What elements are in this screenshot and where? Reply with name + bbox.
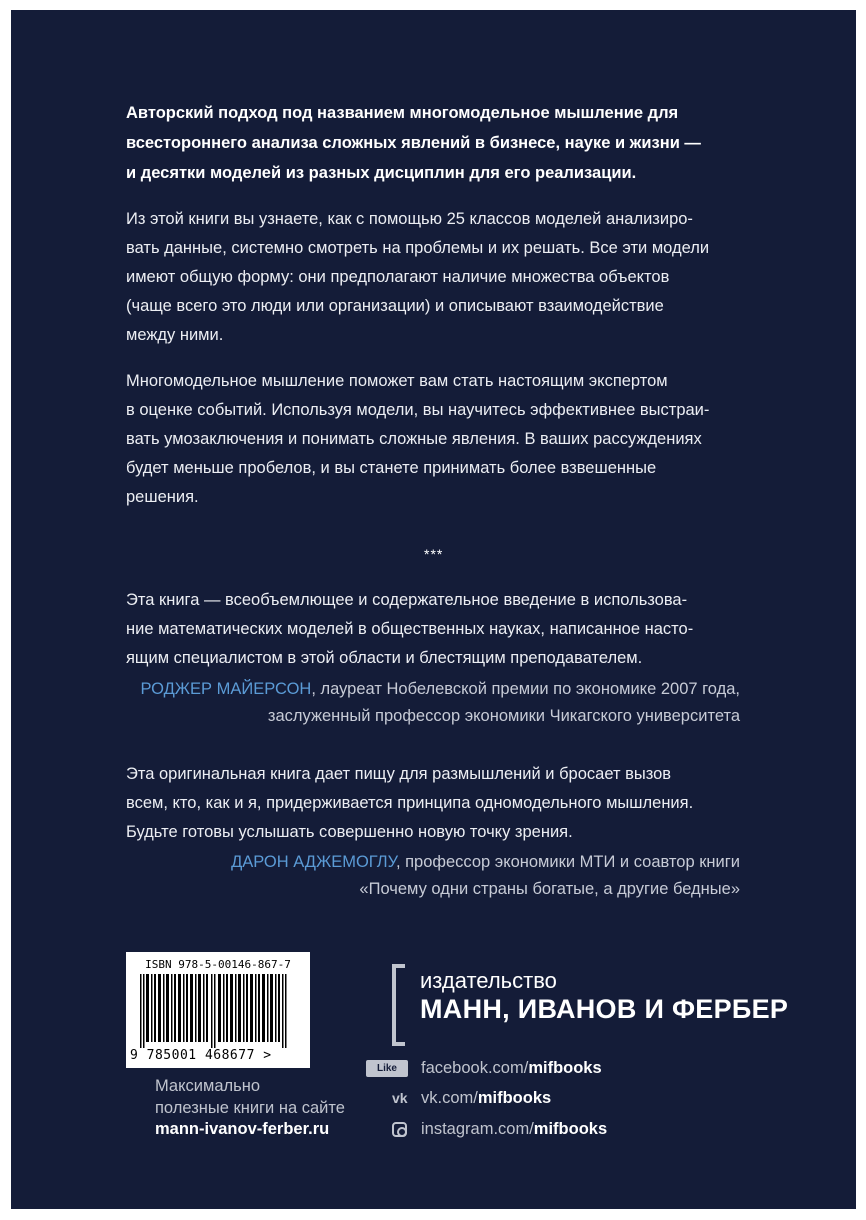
isbn-text: ISBN 978-5-00146-867-7 (145, 958, 291, 971)
para1-line-2: вать данные, системно смотреть на проблемы и их решать. Все эти модели (126, 239, 710, 257)
quote1-author-title-line2: заслуженный профессор экономики Чикагского университета (267, 707, 740, 725)
publisher-name: МАНН, ИВАНОВ И ФЕРБЕР (420, 994, 789, 1024)
para1-line-1: Из этой книги вы узнаете, как с помощью 25 классов моделей анализиро- (126, 210, 693, 228)
quote2-attribution (231, 853, 740, 872)
vk-link[interactable] (421, 1089, 551, 1108)
para1-line-4: (чаще всего это люди или организации) и описывают взаимодействие (126, 297, 664, 315)
quote1-line-2: ние математических моделей в общественных науках, написанное насто- (126, 620, 694, 638)
quote1-line-1: Эта книга — всеобъемлющее и содержательное введение в использова- (126, 591, 688, 609)
isbn-barcode (126, 952, 310, 1068)
lead-line-1: Авторский подход под названием многомодельное мышление для (126, 104, 679, 122)
section-separator: *** (424, 546, 444, 562)
promo-line-1: Максимально (155, 1077, 261, 1095)
promo-line-2: полезные книги на сайте (155, 1099, 345, 1117)
vk-icon: vk (392, 1090, 408, 1106)
facebook-link[interactable] (421, 1059, 602, 1078)
quote1-attribution (140, 680, 740, 699)
facebook-prefix: facebook.com/ (421, 1059, 529, 1077)
publisher-label: издательство (420, 968, 557, 993)
quote2-author-title: , профессор экономики МТИ и соавтор книги (395, 853, 740, 871)
instagram-handle: mifbooks (533, 1120, 608, 1138)
quote2-line-3: Будьте готовы услышать совершенно новую точку зрения. (126, 823, 573, 841)
vk-handle: mifbooks (477, 1089, 552, 1107)
vk-prefix: vk.com/ (421, 1089, 478, 1107)
lead-line-2: всестороннего анализа сложных явлений в бизнесе, науке и жизни — (126, 134, 701, 152)
facebook-like-icon: Like (366, 1060, 408, 1077)
para2-line-2: в оценке событий. Используя модели, вы научитесь эффективнее выстраи- (126, 401, 710, 419)
para2-line-5: решения. (126, 488, 199, 506)
para2-line-4: будет меньше пробелов, и вы станете принимать более взвешенные (126, 459, 657, 477)
quote2-author-name: ДАРОН АДЖЕМОГЛУ (231, 853, 396, 871)
quote1-author-title: , лауреат Нобелевской премии по экономике 2007 года, (311, 680, 740, 698)
para1-line-3: имеют общую форму: они предполагают наличие множества объектов (126, 268, 670, 286)
instagram-icon (392, 1122, 407, 1137)
instagram-prefix: instagram.com/ (421, 1120, 534, 1138)
quote1-author-name: РОДЖЕР МАЙЕРСОН (140, 680, 312, 698)
para2-line-1: Многомодельное мышление поможет вам стать настоящим экспертом (126, 372, 668, 390)
quote2-author-title-line2: «Почему одни страны богатые, а другие бедные» (359, 880, 740, 898)
facebook-handle: mifbooks (528, 1059, 602, 1077)
quote2-line-1: Эта оригинальная книга дает пищу для размышлений и бросает вызов (126, 765, 672, 783)
para1-line-5: между ними. (126, 326, 224, 344)
publisher-bracket-icon (392, 964, 405, 1046)
barcode-number: 9 785001 468677 > (130, 1048, 272, 1063)
barcode-bars (140, 974, 300, 1048)
instagram-link[interactable] (421, 1120, 607, 1139)
lead-line-3: и десятки моделей из разных дисциплин для его реализации. (126, 164, 637, 182)
quote2-line-2: всем, кто, как и я, придерживается принципа одномодельного мышления. (126, 794, 694, 812)
para2-line-3: вать умозаключения и понимать сложные явления. В ваших рассуждениях (126, 430, 702, 448)
promo-url[interactable]: mann-ivanov-ferber.ru (155, 1120, 330, 1138)
quote1-line-3: ящим специалистом в этой области и блестящим преподавателем. (126, 649, 643, 667)
